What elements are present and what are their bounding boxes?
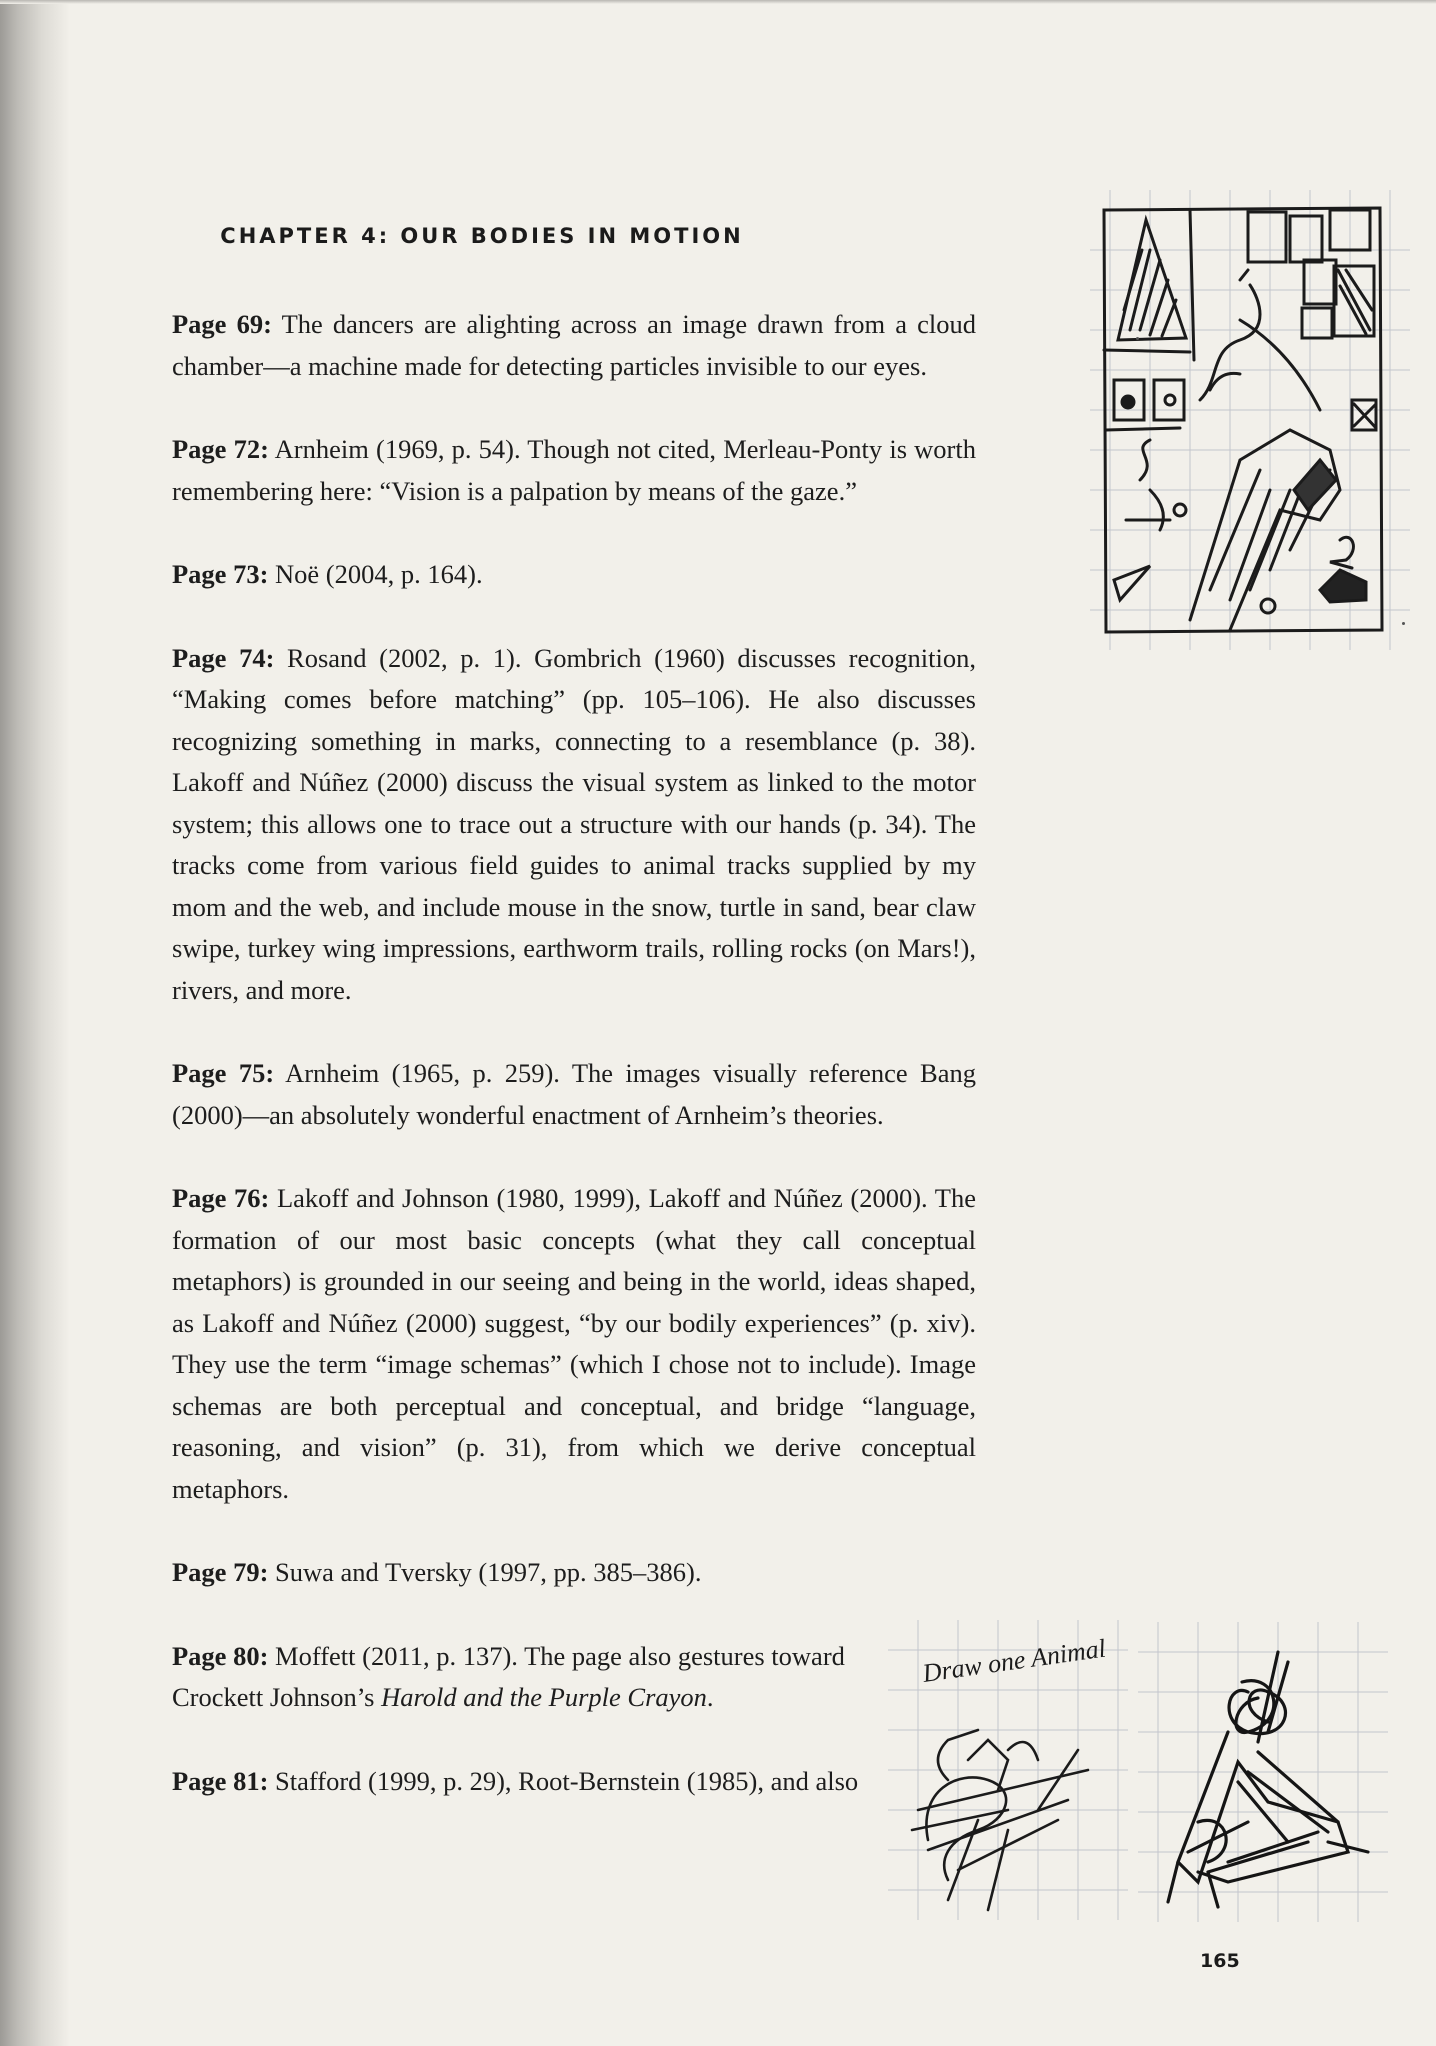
note-text: Lakoff and Johnson (1980, 1999), Lakoff and Núñez (2000). The formation of our most basic concepts (what they call conceptual metaphors) is grounded in our seeing and being in the world, ideas shaped, as Lakoff and Núñez (2000) suggest, “by our bodily experiences” (p. xiv). They use the term “image schemas” (which I chose not to include). Image schemas are both perceptual and conceptual, and bridge “language, reasoning, and vision” (p. 31), from which we derive conceptual metaphors. (172, 1183, 976, 1504)
note-label: Page 75: (172, 1058, 275, 1088)
note-page-73 (172, 554, 976, 596)
page-number: 165 (1200, 1950, 1240, 1972)
note-text: Arnheim (1965, p. 259). The images visually reference Bang (2000)—an absolutely wonderful enactment of Arnheim’s theories. (172, 1058, 976, 1130)
note-page-75 (172, 1053, 976, 1136)
notes-list (172, 304, 976, 1844)
note-page-80 (172, 1636, 872, 1719)
note-label: Page 76: (172, 1183, 270, 1213)
note-page-81 (172, 1761, 872, 1803)
note-text: Stafford (1999, p. 29), Root-Bernstein (1985), and also (268, 1765, 859, 1796)
note-label: Page 72: (172, 434, 269, 464)
note-page-74 (172, 638, 976, 1012)
note-page-69 (172, 304, 976, 387)
draw-animal-sketch (888, 1620, 1128, 1920)
note-page-76 (172, 1178, 976, 1510)
note-text-after: . (706, 1682, 714, 1712)
note-page-72 (172, 429, 976, 512)
note-label: Page 80: (172, 1640, 269, 1671)
note-text: Suwa and Tversky (1997, pp. 385–386). (268, 1557, 702, 1587)
note-text: The dancers are alighting across an image drawn from a cloud chamber—a machine made for detecting particles invisible to our eyes. (172, 309, 977, 381)
note-text: Rosand (2002, p. 1). Gombrich (1960) discusses recognition, “Making comes before matching” (pp. 105–106). He also discusses recognizing something in marks, connecting to a resemblance (p. 38). Lakoff and Núñez (2000) discuss the visual system as linked to the motor system; this allows one to trace out a structure with our hands (p. 34). The tracks come from various field guides to animal tracks supplied by my mom and the web, and include mouse in the snow, turtle in sand, bear claw swipe, turkey wing impressions, earthworm trails, rolling rocks (on Mars!), rivers, and more. (172, 642, 976, 1005)
note-text: Noë (2004, p. 164). (268, 559, 483, 589)
page-top-edge (0, 0, 1436, 4)
scribble-animal-sketch (1138, 1622, 1388, 1922)
chapter-heading: CHAPTER 4: OUR BODIES IN MOTION (220, 224, 744, 248)
note-text: Arnheim (1969, p. 54). Though not cited, Merleau-Ponty is worth remembering here: “Vision is a palpation by means of the gaze.” (172, 434, 976, 506)
note-label: Page 79: (172, 1557, 269, 1587)
sketch-caption: Draw one Animal (920, 1633, 1108, 1688)
note-label: Page 81: (172, 1765, 269, 1796)
note-page-79 (172, 1552, 976, 1594)
note-label: Page 69: (172, 309, 272, 339)
book-spine-shadow (0, 0, 70, 2046)
note-label: Page 74: (172, 642, 275, 673)
note-label: Page 73: (172, 559, 269, 589)
print-speck (1402, 622, 1405, 625)
book-title-italic: Harold and the Purple Crayon (381, 1682, 707, 1712)
note-text: Moffett (2011, p. 137). The page also gestures toward Crockett Johnson’s (172, 1640, 845, 1712)
print-speck (1136, 337, 1139, 340)
abstract-grid-sketch (1090, 190, 1410, 650)
